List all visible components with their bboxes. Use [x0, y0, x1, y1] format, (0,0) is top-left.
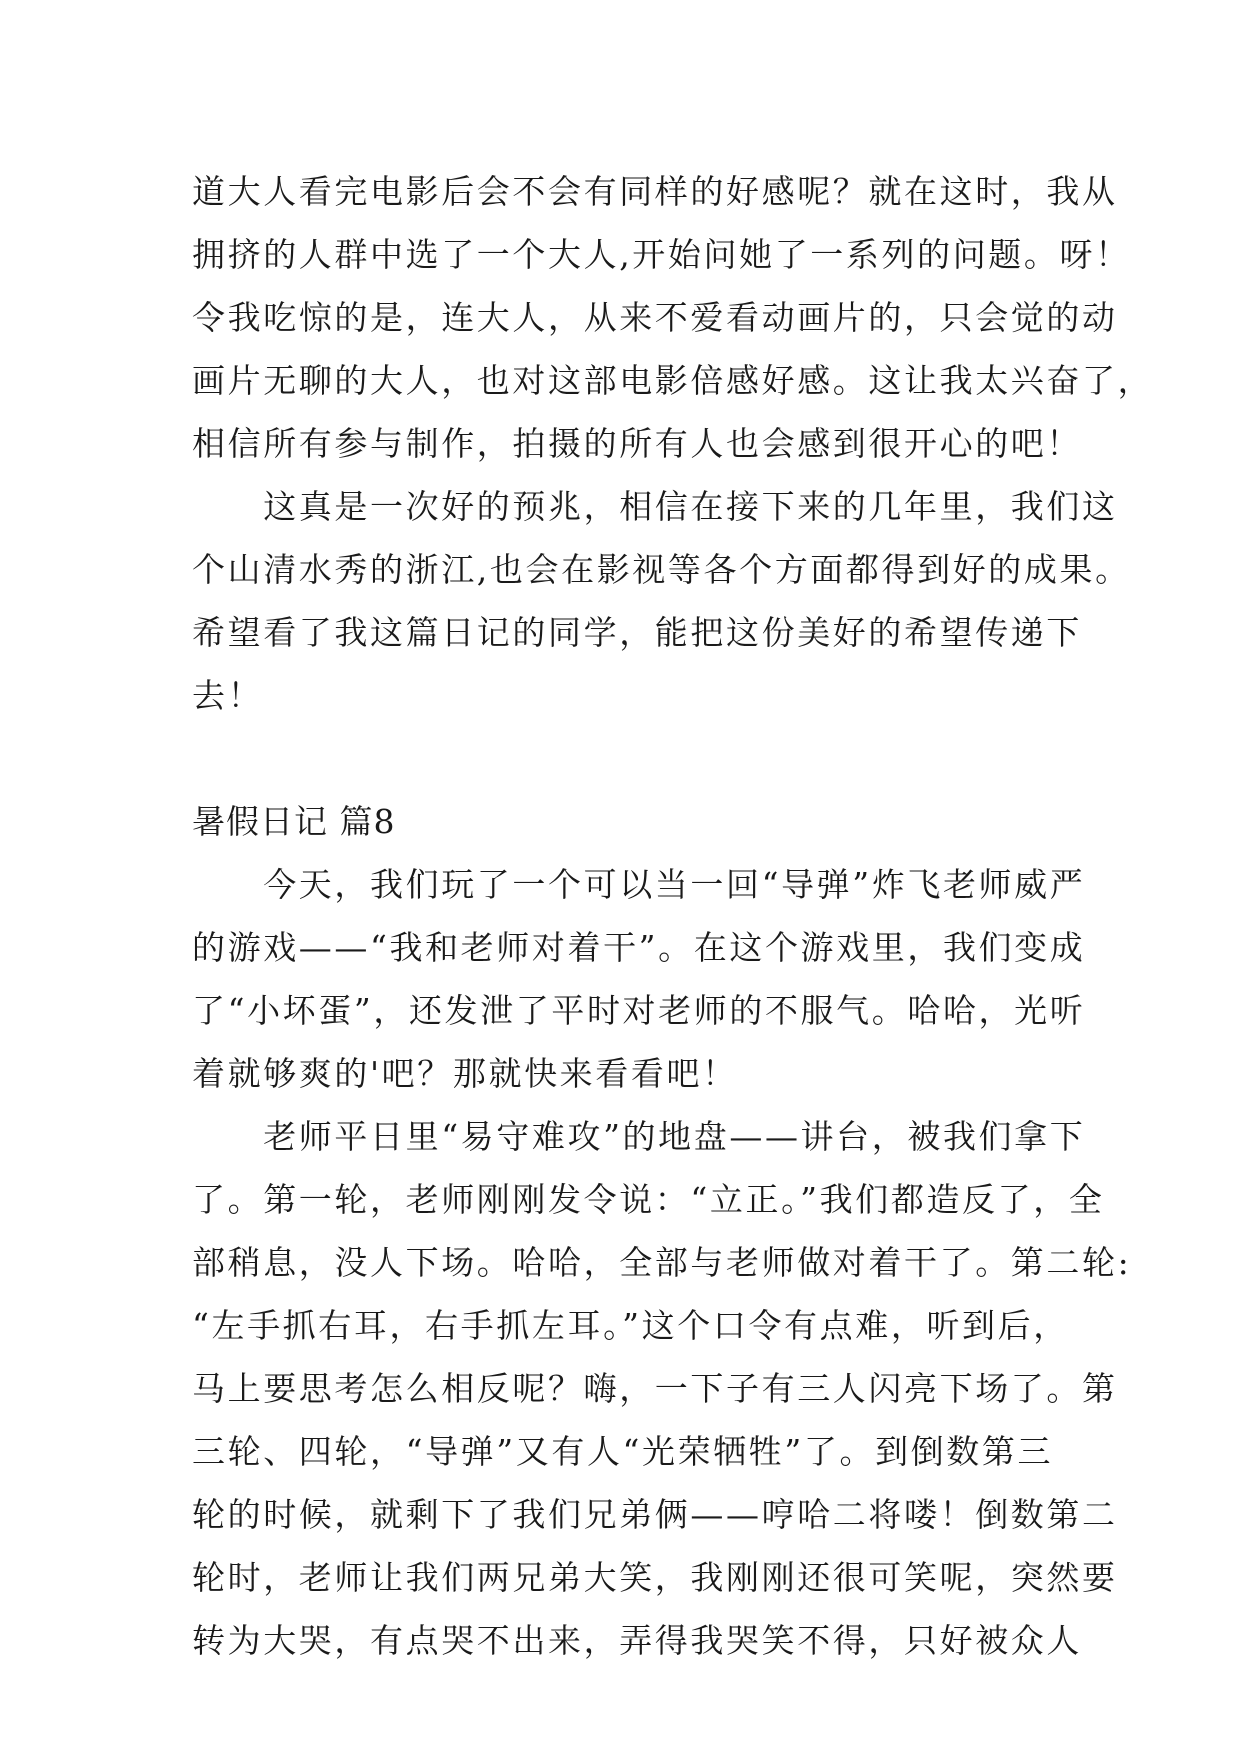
- text-line: 老师平日里“易守难攻”的地盘——讲台，被我们拿下: [192, 1117, 1086, 1156]
- section-spacer: [192, 727, 1062, 790]
- text-line: 去！: [192, 676, 264, 715]
- text-line: 部稍息，没人下场。哈哈，全部与老师做对着干了。第二轮:: [192, 1243, 1132, 1282]
- text-line: 的游戏——“我和老师对着干”。在这个游戏里，我们变成: [192, 928, 1086, 967]
- text-line: 今天，我们玩了一个可以当一回“导弹”炸飞老师威严: [192, 865, 1086, 904]
- document-body: [192, 160, 1154, 1672]
- text-line: 道大人看完电影后会不会有同样的好感呢？就在这时，我从: [192, 172, 1118, 211]
- text-line: 画片无聊的大人，也对这部电影倍感好感。这让我太兴奋了，: [192, 361, 1154, 400]
- text-line: 轮的时候，就剩下了我们兄弟俩——哼哈二将喽！倒数第二: [192, 1495, 1118, 1534]
- text-line: 希望看了我这篇日记的同学，能把这份美好的希望传递下: [192, 613, 1082, 652]
- text-line: 马上要思考怎么相反呢？嗨，一下子有三人闪亮下场了。第: [192, 1369, 1118, 1408]
- section-title: 暑假日记 篇8: [192, 802, 396, 841]
- text-line: “左手抓右耳，右手抓左耳。”这个口令有点难，听到后，: [192, 1306, 1069, 1345]
- text-line: 轮时，老师让我们两兄弟大笑，我刚刚还很可笑呢，突然要: [192, 1558, 1118, 1597]
- text-line: 三轮、四轮，“导弹”又有人“光荣牺牲”了。到倒数第三: [192, 1432, 1054, 1471]
- text-line: 这真是一次好的预兆，相信在接下来的几年里，我们这: [192, 487, 1118, 526]
- text-line: 转为大哭，有点哭不出来，弄得我哭笑不得，只好被众人: [192, 1621, 1082, 1660]
- text-line: 个山清水秀的浙江,也会在影视等各个方面都得到好的成果。: [192, 550, 1131, 589]
- text-line: 了“小坏蛋”，还发泄了平时对老师的不服气。哈哈，光听: [192, 991, 1086, 1030]
- text-line: 了。第一轮，老师刚刚发令说：“立正。”我们都造反了，全: [192, 1180, 1105, 1219]
- text-line: 着就够爽的'吧？那就快来看看吧！: [192, 1054, 738, 1093]
- text-line: 拥挤的人群中选了一个大人,开始问她了一系列的问题。呀！: [192, 235, 1131, 274]
- text-line: 令我吃惊的是，连大人，从来不爱看动画片的，只会觉的动: [192, 298, 1118, 337]
- text-line: 相信所有参与制作，拍摄的所有人也会感到很开心的吧！: [192, 424, 1082, 463]
